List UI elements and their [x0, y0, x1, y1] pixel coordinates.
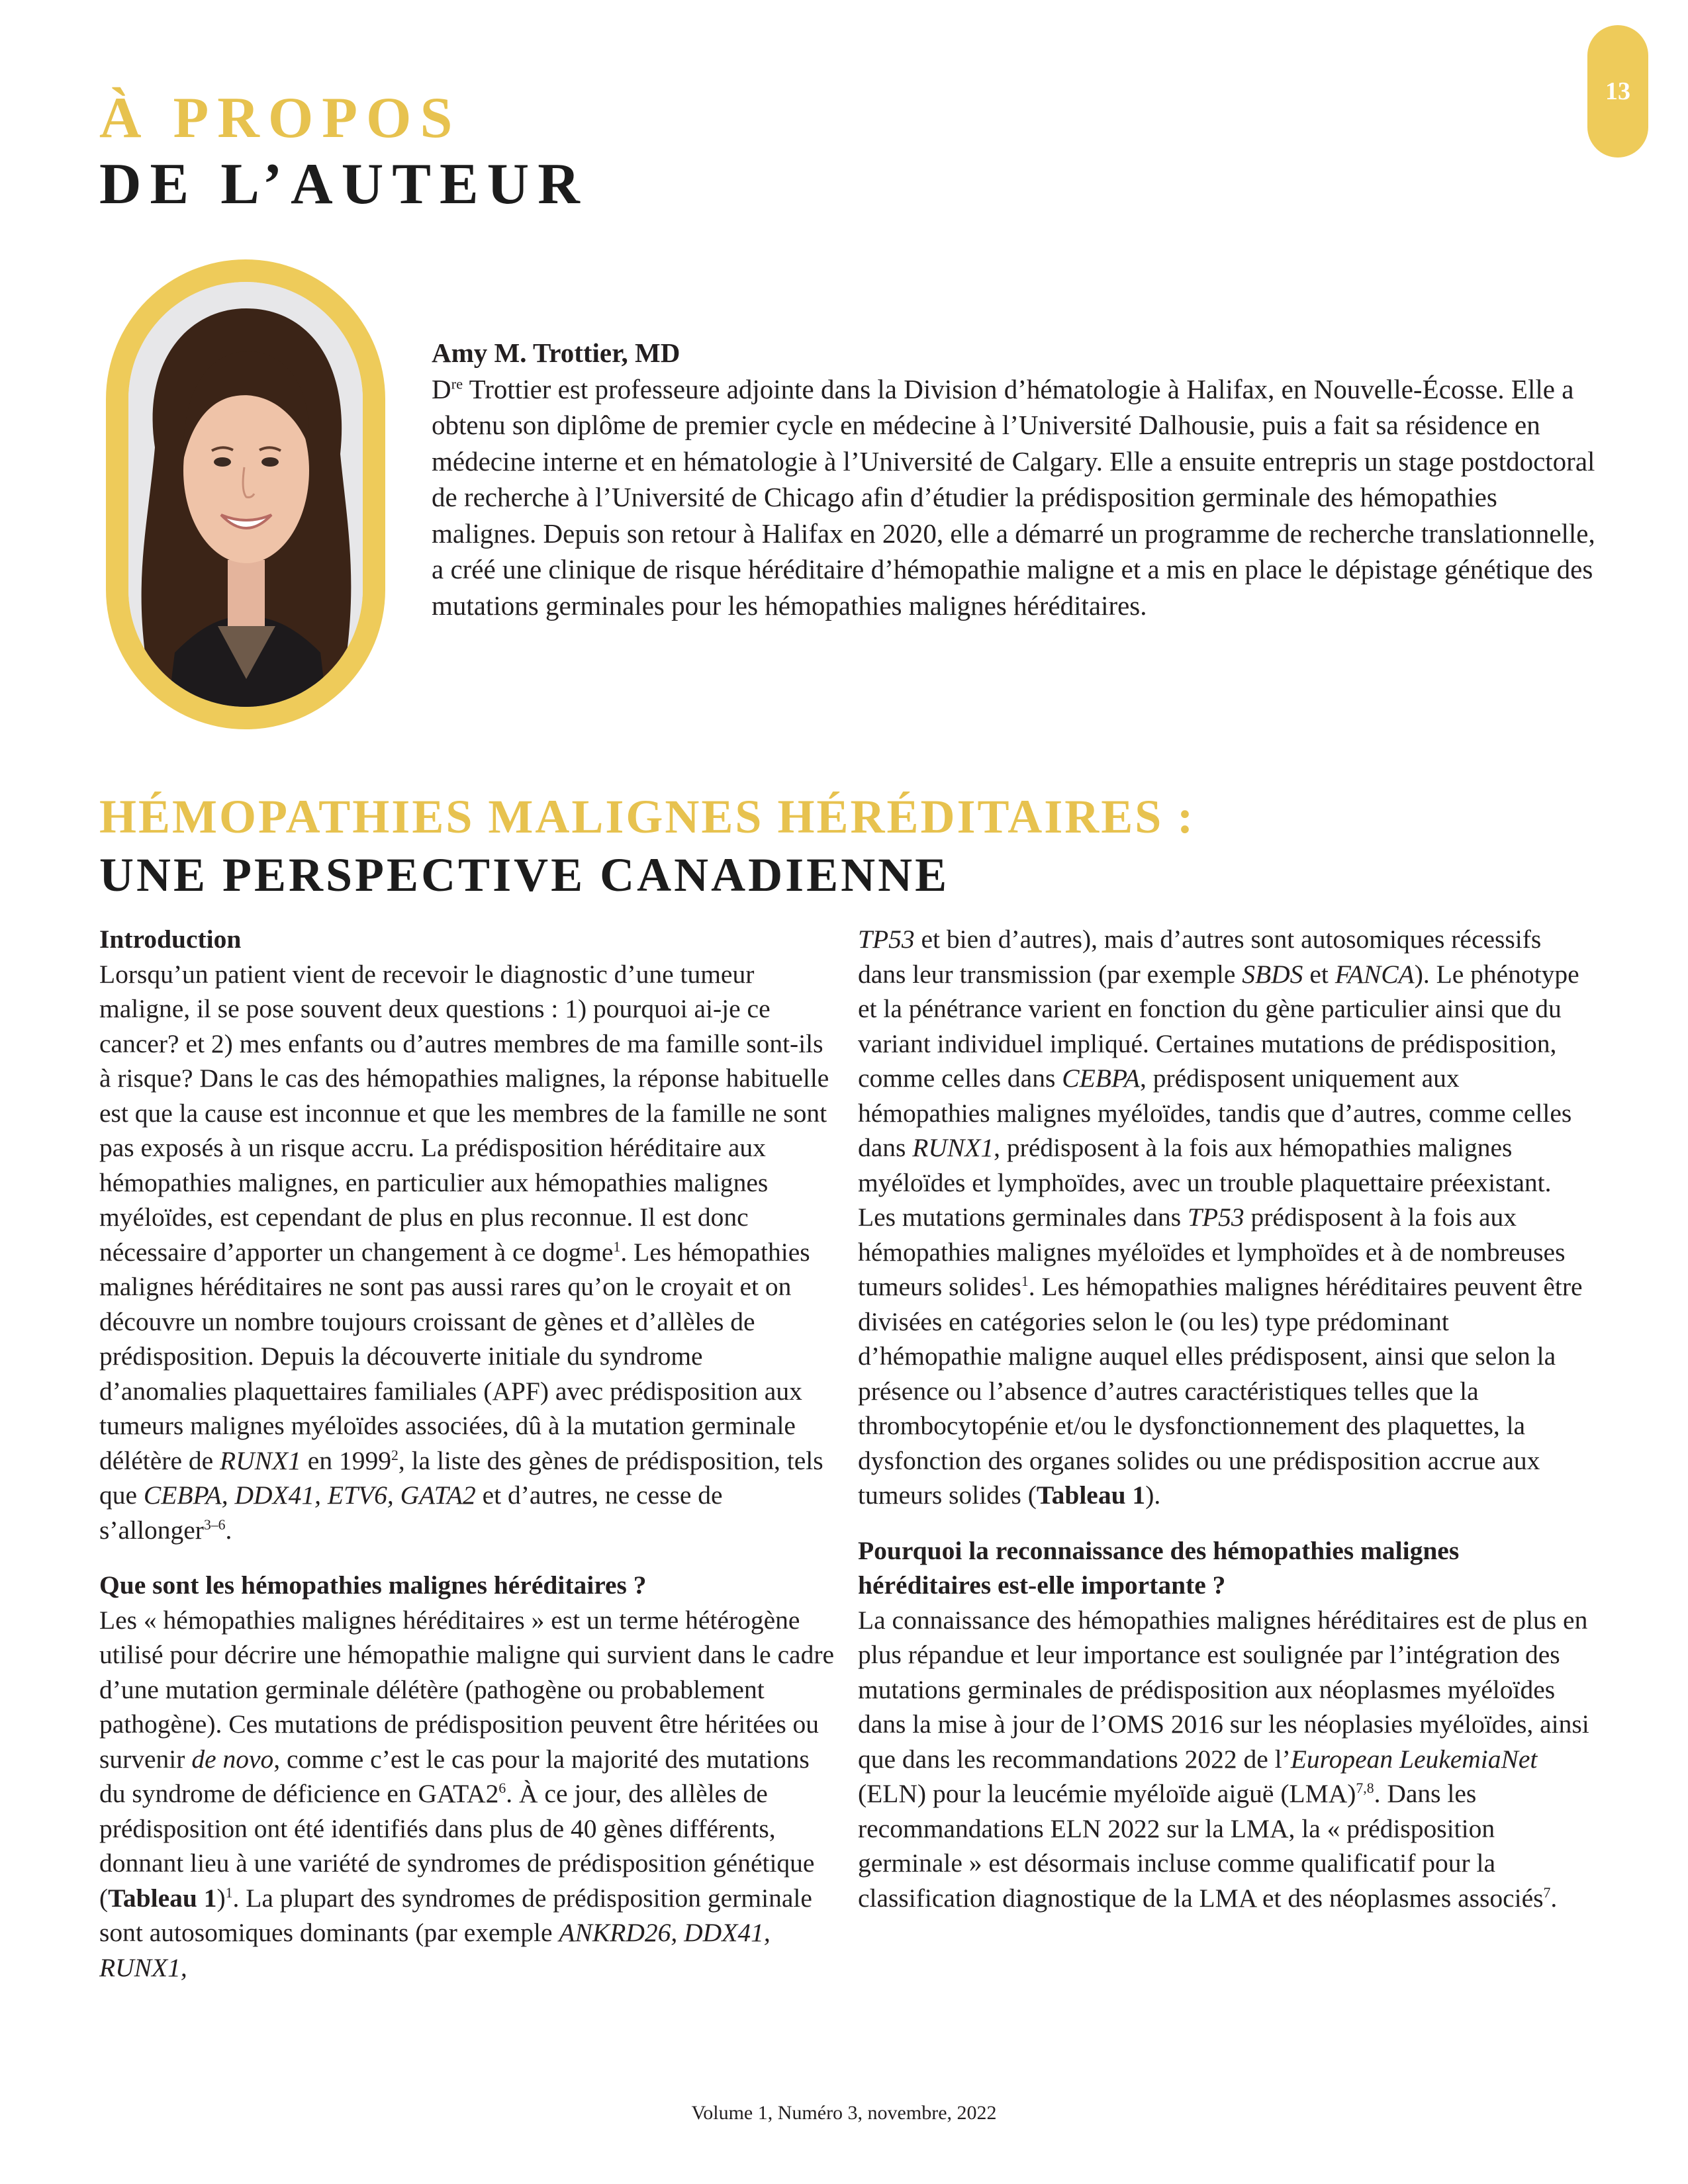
why-heading: Pourquoi la reconnaissance des hémopathies malignes héréditaires est-elle importante ?: [858, 1535, 1460, 1600]
gene-name: RUNX1: [912, 1133, 994, 1162]
gene-name: FANCA: [1335, 959, 1415, 989]
emphasis: de novo: [191, 1744, 274, 1774]
author-name: Amy M. Trottier, MD: [432, 338, 680, 368]
citation: 7,8: [1356, 1780, 1374, 1796]
text-run: . Les hémopathies malignes héréditaires ne sont pas aussi rares qu’on le croyait et on découvre un nombre toujours croissant de gènes et d’allèles de prédisposition. Depuis la découverte initiale du syndrome d’anomalies plaquettaires familiales (APF) avec prédisposition aux tumeurs malignes myéloïdes associées, dû à la mutation germinale délétère de: [99, 1237, 810, 1475]
text-run: en 1999: [301, 1445, 391, 1475]
text-run: .: [225, 1515, 232, 1545]
text-run: Les « hémopathies malignes héréditaires » est un terme hétérogène utilisé pour décrire une hémopathie maligne qui survient dans le cadre d’une mutation germinale délétère (pathogène ou probablement pathogène). Ces mutations de prédisposition peuvent être héritées ou survenir: [99, 1605, 835, 1774]
author-portrait: [128, 282, 363, 707]
gene-name: SBDS: [1242, 959, 1303, 989]
page-number-tab: [1587, 25, 1648, 158]
citation: 2: [391, 1447, 399, 1463]
gene-name: ANKRD26, DDX41, RUNX1,: [99, 1918, 771, 1982]
table-reference: Tableau 1: [1036, 1480, 1146, 1510]
why-paragraph: [858, 1603, 1593, 1916]
article-column-left: [99, 922, 834, 1985]
citation: 7: [1543, 1884, 1551, 1901]
text-run: prédisposent à la fois aux hémopathies malignes myéloïdes et lymphoïdes et à de nombreuses tumeurs solides: [858, 1203, 1566, 1301]
what-heading: Que sont les hémopathies malignes héréditaires ?: [99, 1570, 647, 1600]
citation: 1: [613, 1238, 621, 1255]
text-run: . Dans les recommandations ELN 2022 sur la LMA, la « prédisposition germinale » est désormais incluse comme qualificatif pour la classification diagnostique de la LMA et des néoplasmes associés: [858, 1779, 1544, 1913]
table-reference: Tableau 1: [108, 1883, 217, 1913]
bio-prefix: D: [432, 373, 451, 404]
intro-heading: Introduction: [99, 925, 242, 954]
gene-name: CEBPA: [1062, 1064, 1140, 1093]
about-title-line2: DE L’AUTEUR: [99, 152, 588, 216]
text-run: et bien d’autres), mais d’autres sont autosomiques récessifs dans leur transmission (par exemple: [858, 925, 1542, 989]
emphasis: European LeukemiaNet: [1290, 1744, 1538, 1774]
citation: 1: [1021, 1273, 1029, 1289]
text-run: ). Le phénotype et la pénétrance varient en fonction du gène particulier ainsi que du variant individuel impliqué. Certaines mutations de prédisposition, comme celles dans: [858, 959, 1579, 1093]
gene-name: CEBPA, DDX41, ETV6, GATA2: [143, 1480, 476, 1510]
citation: 3–6: [203, 1516, 226, 1533]
author-bio: [432, 371, 1597, 624]
article-column-right: [858, 922, 1593, 1915]
text-run: (ELN) pour la leucémie myéloïde aiguë (LMA): [858, 1779, 1356, 1808]
text-run: et: [1303, 959, 1335, 989]
article-title-line2: UNE PERSPECTIVE CANADIENNE: [99, 848, 950, 901]
bio-text: Trottier est professeure adjointe dans la Division d’hématologie à Halifax, en Nouvelle-Écosse. Elle a obtenu son diplôme de premier cycle en médecine à l’Université Dalhousie, puis a fait sa résidence en médecine interne et en hématologie à l’Université de Calgary. Elle a ensuite entrepris un stage postdoctoral de recherche à l’Université de Chicago afin d’étudier la prédisposition germinale des hémopathies malignes. Depuis son retour à Halifax en 2020, elle a démarré un programme de recherche translationnelle, a créé une clinique de risque héréditaire d’hémopathie maligne et a mis en place le dépistage génétique des mutations germinales pour les hémopathies malignes héréditaires.: [432, 373, 1595, 621]
gene-name: RUNX1: [220, 1445, 301, 1475]
text-run: .: [1550, 1883, 1558, 1913]
text-run: . À ce jour, des allèles de prédisposition ont été identifiés dans plus de 40 gènes différents, donnant lieu à une variété de syndromes de prédisposition génétique (: [99, 1779, 815, 1913]
what-paragraph-continued: [858, 922, 1593, 1200]
tp53-paragraph: [858, 1200, 1593, 1513]
gene-name: TP53: [858, 925, 915, 954]
text-run: La connaissance des hémopathies malignes héréditaires est de plus en plus répandue et leur importance est soulignée par l’intégration des mutations germinales de prédisposition aux néoplasmes myéloïdes dans la mise à jour de l’OMS 2016 sur les néoplasies myéloïdes, ainsi que dans les recommandations 2022 de l’: [858, 1605, 1589, 1774]
text-run: , prédisposent uniquement aux hémopathies malignes myéloïdes, tandis que d’autres, comme celles dans: [858, 1064, 1572, 1162]
about-title-line1: À PROPOS: [99, 86, 461, 150]
text-run: Les mutations germinales dans: [858, 1203, 1188, 1232]
text-run: Lorsqu’un patient vient de recevoir le diagnostic d’une tumeur maligne, il se pose souvent deux questions : 1) pourquoi ai-je ce cancer? et 2) mes enfants ou d’autres membres de ma famille sont-ils à risque? Dans le cas des hémopathies malignes, la réponse habituelle est que la cause est inconnue et que les membres de la famille ne sont pas exposés à un risque accru. La prédisposition héréditaire aux hémopathies malignes, en particulier aux hémopathies malignes myéloïdes, est cependant de plus en plus reconnue. Il est donc nécessaire d’apporter un changement à ce dogme: [99, 959, 829, 1267]
text-run: . Les hémopathies malignes héréditaires peuvent être divisées en catégories selon le (ou les) type prédominant d’hémopathie maligne auquel elles prédisposent, ainsi que selon la présence ou l’absence d’autres caractéristiques telles que la thrombocytopénie et/ou le dysfonctionnement des plaquettes, la dysfonction des organes solides ou une prédisposition accrue aux tumeurs solides (: [858, 1272, 1583, 1510]
text-run: ).: [1145, 1480, 1161, 1510]
text-run: , la liste des gènes de prédisposition, tels que: [99, 1445, 823, 1510]
page-footer: Volume 1, Numéro 3, novembre, 2022: [691, 2102, 997, 2124]
author-portrait-frame: [106, 259, 385, 729]
text-run: et d’autres, ne cesse de s’allonger: [99, 1480, 723, 1545]
text-run: ): [216, 1883, 226, 1913]
text-run: , comme c’est le cas pour la majorité des mutations du syndrome de déficience en GATA2: [99, 1744, 810, 1808]
what-paragraph: [99, 1603, 834, 1985]
author-bio-block: [432, 335, 1597, 623]
page-number: 13: [1605, 77, 1630, 105]
text-run: , prédisposent à la fois aux hémopathies malignes myéloïdes et lymphoïdes, avec un trouble plaquettaire préexistant.: [858, 1133, 1552, 1197]
author-photo-illustration: [128, 282, 363, 707]
bio-prefix-superscript: re: [451, 375, 463, 392]
citation: 6: [498, 1780, 506, 1796]
gene-name: TP53: [1188, 1203, 1244, 1232]
citation: 1: [225, 1884, 233, 1901]
article-title-line1: HÉMOPATHIES MALIGNES HÉRÉDITAIRES :: [99, 790, 1196, 843]
intro-paragraph: [99, 957, 834, 1548]
text-run: . La plupart des syndromes de prédisposition germinale sont autosomiques dominants (par exemple: [99, 1883, 812, 1947]
